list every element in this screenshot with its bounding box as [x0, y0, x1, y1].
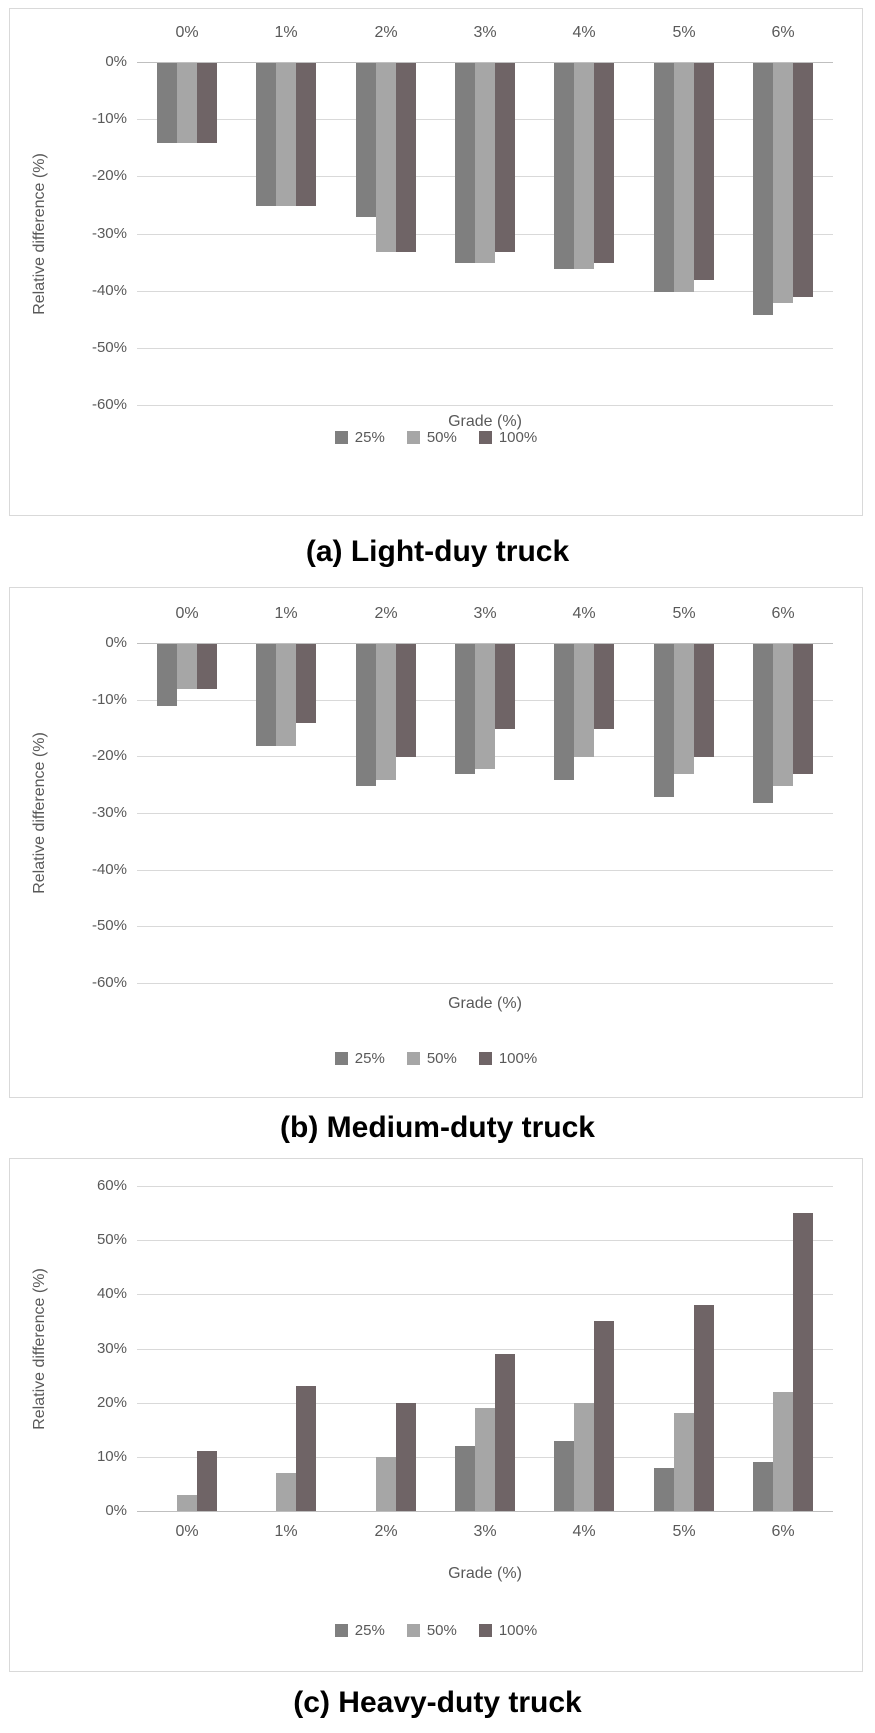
legend-label: 100% [498, 1622, 538, 1639]
legend [10, 429, 862, 446]
chart-caption-c: (c) Heavy-duty truck [293, 1685, 582, 1719]
bar-25%-grade-3% [455, 63, 475, 263]
bar-25%-grade-5% [654, 644, 674, 797]
bar-100%-grade-3% [495, 1354, 515, 1511]
y-tick-label: 30% [96, 1340, 127, 1357]
y-axis-title: Relative difference (%) [31, 152, 48, 315]
x-category-label: 6% [771, 605, 795, 622]
bar-100%-grade-3% [495, 644, 515, 729]
legend-swatch-icon [479, 431, 492, 444]
bar-100%-grade-6% [793, 644, 813, 774]
bar-100%-grade-4% [594, 63, 614, 263]
bar-100%-grade-6% [793, 1213, 813, 1511]
bar-25%-grade-6% [753, 1462, 773, 1511]
y-tick-label: 0% [105, 634, 127, 651]
bar-100%-grade-5% [694, 63, 714, 280]
bar-50%-grade-3% [475, 63, 495, 263]
gridline [137, 1349, 833, 1350]
x-category-label: 6% [771, 24, 795, 41]
bar-100%-grade-1% [296, 644, 316, 723]
bar-50%-grade-4% [574, 63, 594, 269]
x-category-label: 3% [473, 605, 497, 622]
x-category-label: 5% [672, 605, 696, 622]
legend-item-50% [407, 429, 457, 446]
bar-25%-grade-6% [753, 644, 773, 803]
bar-50%-grade-2% [376, 63, 396, 252]
y-tick-label: -20% [91, 747, 127, 764]
x-category-label: 3% [473, 24, 497, 41]
bar-100%-grade-5% [694, 1305, 714, 1511]
legend-item-25% [335, 1622, 385, 1639]
bar-50%-grade-0% [177, 1495, 197, 1511]
x-category-label: 4% [572, 24, 596, 41]
legend-label: 25% [354, 1622, 385, 1639]
y-tick-label: -50% [91, 917, 127, 934]
y-tick-label: -60% [91, 396, 127, 413]
bar-50%-grade-0% [177, 644, 197, 689]
gridline [137, 291, 833, 292]
bar-50%-grade-5% [674, 1413, 694, 1511]
bar-50%-grade-3% [475, 644, 495, 769]
legend-item-100% [479, 1622, 537, 1639]
y-tick-label: 0% [105, 1502, 127, 1519]
x-category-label: 2% [374, 605, 398, 622]
legend-label: 100% [498, 429, 538, 446]
x-category-label: 5% [672, 24, 696, 41]
bar-100%-grade-0% [197, 644, 217, 689]
legend-swatch-icon [407, 431, 420, 444]
bar-50%-grade-6% [773, 63, 793, 303]
bar-100%-grade-0% [197, 63, 217, 143]
bar-100%-grade-2% [396, 1403, 416, 1511]
legend-swatch-icon [335, 1052, 348, 1065]
bar-25%-grade-1% [256, 644, 276, 746]
x-category-label: 0% [175, 605, 199, 622]
bar-25%-grade-1% [256, 63, 276, 206]
bar-100%-grade-5% [694, 644, 714, 757]
x-category-label: 5% [672, 1523, 696, 1540]
bar-50%-grade-1% [276, 1473, 296, 1511]
bar-50%-grade-6% [773, 1392, 793, 1511]
chart-caption-b: (b) Medium-duty truck [280, 1111, 595, 1144]
y-tick-label: 40% [96, 1285, 127, 1302]
bar-100%-grade-4% [594, 644, 614, 729]
y-axis-title: Relative difference (%) [31, 732, 48, 894]
legend-swatch-icon [479, 1624, 492, 1637]
gridline [137, 348, 833, 349]
y-tick-label: -10% [91, 110, 127, 127]
legend-label: 100% [498, 1050, 538, 1067]
bar-50%-grade-5% [674, 63, 694, 292]
x-category-label: 4% [572, 605, 596, 622]
bar-100%-grade-1% [296, 63, 316, 206]
x-category-label: 4% [572, 1523, 596, 1540]
bar-50%-grade-1% [276, 63, 296, 206]
legend-item-50% [407, 1622, 457, 1639]
bar-25%-grade-5% [654, 63, 674, 292]
bar-50%-grade-2% [376, 1457, 396, 1511]
bar-50%-grade-6% [773, 644, 793, 786]
y-tick-label: 10% [96, 1448, 127, 1465]
x-axis-title: Grade (%) [448, 995, 522, 1012]
bar-25%-grade-0% [157, 63, 177, 143]
bar-50%-grade-1% [276, 644, 296, 746]
bar-50%-grade-3% [475, 1408, 495, 1511]
bar-25%-grade-3% [455, 644, 475, 774]
x-category-label: 2% [374, 1523, 398, 1540]
x-category-label: 1% [274, 24, 298, 41]
legend [10, 1622, 862, 1639]
bar-100%-grade-2% [396, 63, 416, 252]
bar-100%-grade-4% [594, 1321, 614, 1511]
y-tick-label: 0% [105, 53, 127, 70]
bar-25%-grade-4% [554, 1441, 574, 1511]
y-axis-title: Relative difference (%) [31, 1267, 48, 1430]
legend-label: 50% [426, 1622, 457, 1639]
bar-100%-grade-6% [793, 63, 813, 297]
legend-item-25% [335, 429, 385, 446]
zero-axis-line [137, 1511, 833, 1512]
bar-50%-grade-2% [376, 644, 396, 780]
bar-100%-grade-3% [495, 63, 515, 252]
legend-swatch-icon [335, 431, 348, 444]
gridline [137, 870, 833, 871]
chart-caption-a: (a) Light-duy truck [305, 534, 570, 568]
legend-item-25% [335, 1050, 385, 1067]
bar-25%-grade-4% [554, 644, 574, 780]
bar-25%-grade-4% [554, 63, 574, 269]
chart-panel-heavy-duty [9, 1158, 863, 1672]
y-tick-label: 60% [96, 1177, 127, 1194]
x-category-label: 6% [771, 1523, 795, 1540]
x-category-label: 0% [175, 24, 199, 41]
legend-item-100% [479, 1050, 537, 1067]
legend [10, 1050, 862, 1067]
y-tick-label: 50% [96, 1231, 127, 1248]
bar-25%-grade-2% [356, 644, 376, 786]
x-axis-title: Grade (%) [448, 1565, 522, 1582]
x-category-label: 1% [274, 605, 298, 622]
legend-label: 50% [426, 429, 457, 446]
bar-100%-grade-1% [296, 1386, 316, 1511]
bar-25%-grade-6% [753, 63, 773, 315]
gridline [137, 1403, 833, 1404]
legend-item-50% [407, 1050, 457, 1067]
gridline [137, 813, 833, 814]
bar-50%-grade-4% [574, 644, 594, 757]
x-category-label: 2% [374, 24, 398, 41]
gridline [137, 1186, 833, 1187]
gridline [137, 926, 833, 927]
legend-label: 50% [426, 1050, 457, 1067]
legend-label: 25% [354, 429, 385, 446]
chart-panel-medium-duty [9, 587, 863, 1098]
gridline [137, 1240, 833, 1241]
y-tick-label: -30% [91, 804, 127, 821]
bar-100%-grade-0% [197, 1451, 217, 1511]
gridline [137, 983, 833, 984]
gridline [137, 1294, 833, 1295]
legend-label: 25% [354, 1050, 385, 1067]
y-tick-label: 20% [96, 1394, 127, 1411]
bar-25%-grade-3% [455, 1446, 475, 1511]
bar-25%-grade-2% [356, 63, 376, 217]
bar-50%-grade-4% [574, 1403, 594, 1511]
legend-swatch-icon [407, 1624, 420, 1637]
bar-100%-grade-2% [396, 644, 416, 757]
bar-50%-grade-0% [177, 63, 197, 143]
y-tick-label: -20% [91, 167, 127, 184]
legend-swatch-icon [335, 1624, 348, 1637]
y-tick-label: -40% [91, 282, 127, 299]
y-tick-label: -50% [91, 339, 127, 356]
bar-25%-grade-0% [157, 644, 177, 706]
x-category-label: 3% [473, 1523, 497, 1540]
y-tick-label: -40% [91, 861, 127, 878]
y-tick-label: -60% [91, 974, 127, 991]
bar-25%-grade-5% [654, 1468, 674, 1511]
bar-50%-grade-5% [674, 644, 694, 774]
x-category-label: 1% [274, 1523, 298, 1540]
x-axis-title: Grade (%) [448, 413, 522, 430]
chart-panel-light-duty [9, 8, 863, 516]
x-category-label: 0% [175, 1523, 199, 1540]
legend-swatch-icon [407, 1052, 420, 1065]
y-tick-label: -30% [91, 225, 127, 242]
y-tick-label: -10% [91, 691, 127, 708]
legend-swatch-icon [479, 1052, 492, 1065]
legend-item-100% [479, 429, 537, 446]
gridline [137, 405, 833, 406]
